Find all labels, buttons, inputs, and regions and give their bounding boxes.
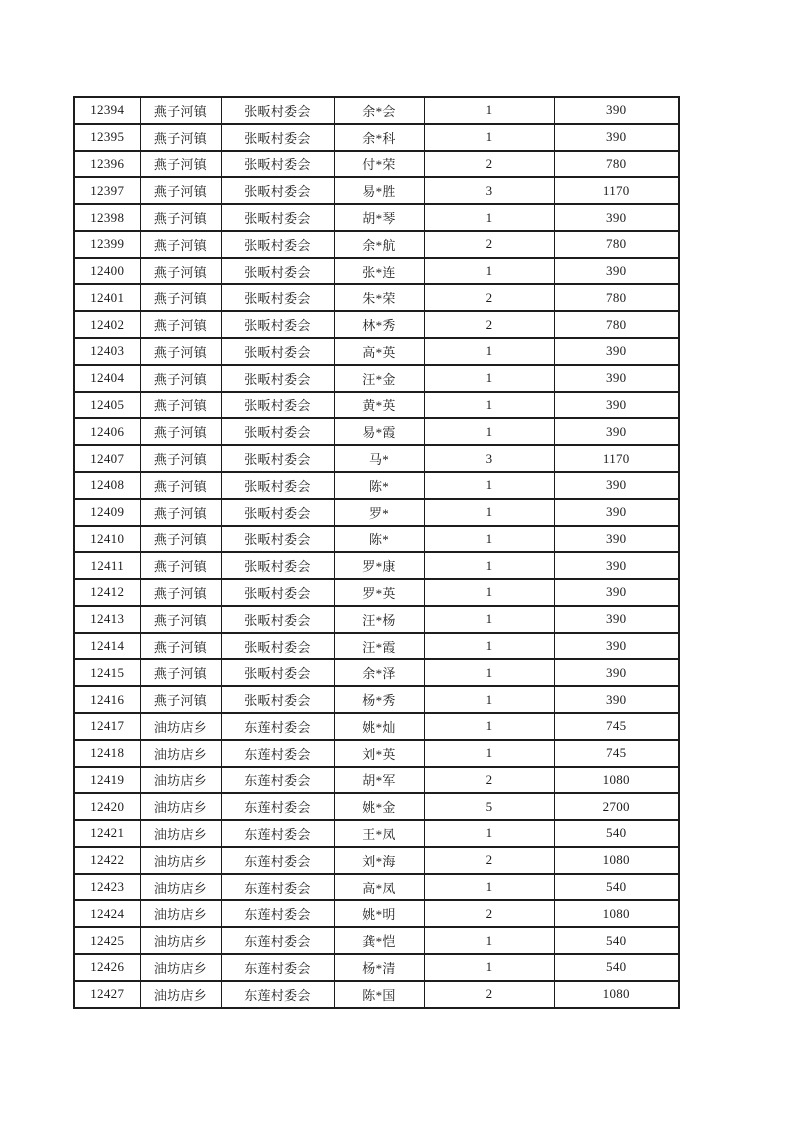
table-row	[74, 97, 679, 124]
cell-person-name: 付*荣	[334, 151, 424, 178]
cell-row-id: 12424	[74, 900, 140, 927]
cell-village-committee: 张畈村委会	[221, 499, 334, 526]
cell-count: 1	[424, 606, 554, 633]
cell-row-id: 12422	[74, 847, 140, 874]
cell-person-name: 余*航	[334, 231, 424, 258]
cell-amount: 390	[554, 579, 679, 606]
table-row	[74, 284, 679, 311]
cell-village-committee: 张畈村委会	[221, 633, 334, 660]
cell-person-name: 王*凤	[334, 820, 424, 847]
table-row	[74, 177, 679, 204]
cell-village-committee: 东莲村委会	[221, 820, 334, 847]
table-row	[74, 151, 679, 178]
cell-person-name: 黄*英	[334, 392, 424, 419]
table-row	[74, 526, 679, 553]
table-row	[74, 311, 679, 338]
cell-amount: 390	[554, 258, 679, 285]
cell-count: 2	[424, 311, 554, 338]
cell-row-id: 12425	[74, 927, 140, 954]
cell-amount: 780	[554, 284, 679, 311]
cell-town: 燕子河镇	[140, 686, 221, 713]
cell-person-name: 罗*	[334, 499, 424, 526]
cell-count: 1	[424, 258, 554, 285]
table-row	[74, 258, 679, 285]
cell-count: 1	[424, 392, 554, 419]
cell-amount: 540	[554, 874, 679, 901]
cell-count: 1	[424, 874, 554, 901]
table-row	[74, 686, 679, 713]
cell-amount: 540	[554, 927, 679, 954]
cell-row-id: 12405	[74, 392, 140, 419]
cell-town: 燕子河镇	[140, 633, 221, 660]
cell-row-id: 12423	[74, 874, 140, 901]
cell-village-committee: 东莲村委会	[221, 713, 334, 740]
cell-town: 燕子河镇	[140, 392, 221, 419]
cell-row-id: 12406	[74, 418, 140, 445]
cell-person-name: 罗*康	[334, 552, 424, 579]
cell-amount: 1080	[554, 981, 679, 1008]
cell-person-name: 余*泽	[334, 659, 424, 686]
cell-row-id: 12402	[74, 311, 140, 338]
cell-village-committee: 东莲村委会	[221, 767, 334, 794]
cell-count: 1	[424, 686, 554, 713]
cell-village-committee: 张畈村委会	[221, 338, 334, 365]
cell-town: 燕子河镇	[140, 659, 221, 686]
cell-person-name: 姚*明	[334, 900, 424, 927]
cell-amount: 540	[554, 820, 679, 847]
table-row	[74, 365, 679, 392]
cell-village-committee: 张畈村委会	[221, 231, 334, 258]
cell-amount: 390	[554, 204, 679, 231]
table-row	[74, 552, 679, 579]
cell-row-id: 12407	[74, 445, 140, 472]
cell-village-committee: 张畈村委会	[221, 177, 334, 204]
cell-row-id: 12394	[74, 97, 140, 124]
cell-village-committee: 张畈村委会	[221, 472, 334, 499]
cell-person-name: 陈*国	[334, 981, 424, 1008]
cell-person-name: 马*	[334, 445, 424, 472]
table-row	[74, 927, 679, 954]
cell-town: 燕子河镇	[140, 338, 221, 365]
cell-person-name: 杨*清	[334, 954, 424, 981]
cell-row-id: 12426	[74, 954, 140, 981]
subsidy-list-table	[73, 96, 680, 1009]
cell-village-committee: 张畈村委会	[221, 686, 334, 713]
cell-row-id: 12420	[74, 793, 140, 820]
table-row	[74, 981, 679, 1008]
cell-person-name: 刘*英	[334, 740, 424, 767]
cell-row-id: 12398	[74, 204, 140, 231]
cell-amount: 390	[554, 552, 679, 579]
cell-village-committee: 张畈村委会	[221, 392, 334, 419]
table-row	[74, 472, 679, 499]
cell-town: 燕子河镇	[140, 445, 221, 472]
cell-person-name: 罗*英	[334, 579, 424, 606]
cell-village-committee: 东莲村委会	[221, 954, 334, 981]
cell-count: 2	[424, 900, 554, 927]
cell-row-id: 12415	[74, 659, 140, 686]
cell-town: 燕子河镇	[140, 124, 221, 151]
cell-town: 燕子河镇	[140, 472, 221, 499]
table-row	[74, 418, 679, 445]
cell-town: 油坊店乡	[140, 847, 221, 874]
cell-person-name: 姚*金	[334, 793, 424, 820]
cell-town: 燕子河镇	[140, 418, 221, 445]
cell-village-committee: 张畈村委会	[221, 204, 334, 231]
table-row	[74, 740, 679, 767]
cell-amount: 1170	[554, 445, 679, 472]
cell-amount: 390	[554, 124, 679, 151]
cell-count: 1	[424, 365, 554, 392]
cell-person-name: 朱*荣	[334, 284, 424, 311]
cell-person-name: 刘*海	[334, 847, 424, 874]
cell-village-committee: 张畈村委会	[221, 151, 334, 178]
cell-amount: 1080	[554, 767, 679, 794]
cell-person-name: 陈*	[334, 526, 424, 553]
cell-town: 燕子河镇	[140, 579, 221, 606]
table-row	[74, 445, 679, 472]
cell-row-id: 12404	[74, 365, 140, 392]
cell-village-committee: 张畈村委会	[221, 418, 334, 445]
cell-amount: 390	[554, 472, 679, 499]
cell-amount: 390	[554, 97, 679, 124]
cell-count: 1	[424, 954, 554, 981]
cell-count: 1	[424, 740, 554, 767]
table-row	[74, 954, 679, 981]
cell-count: 5	[424, 793, 554, 820]
cell-person-name: 高*凤	[334, 874, 424, 901]
cell-row-id: 12401	[74, 284, 140, 311]
table-row	[74, 231, 679, 258]
cell-village-committee: 东莲村委会	[221, 847, 334, 874]
table-row	[74, 204, 679, 231]
cell-count: 1	[424, 713, 554, 740]
cell-row-id: 12417	[74, 713, 140, 740]
cell-village-committee: 东莲村委会	[221, 793, 334, 820]
table-row	[74, 579, 679, 606]
cell-amount: 780	[554, 231, 679, 258]
cell-count: 2	[424, 767, 554, 794]
cell-town: 油坊店乡	[140, 981, 221, 1008]
cell-town: 油坊店乡	[140, 954, 221, 981]
cell-row-id: 12408	[74, 472, 140, 499]
cell-village-committee: 张畈村委会	[221, 526, 334, 553]
cell-row-id: 12403	[74, 338, 140, 365]
cell-count: 1	[424, 633, 554, 660]
cell-amount: 390	[554, 499, 679, 526]
cell-village-committee: 东莲村委会	[221, 927, 334, 954]
cell-village-committee: 张畈村委会	[221, 579, 334, 606]
cell-amount: 540	[554, 954, 679, 981]
cell-town: 油坊店乡	[140, 740, 221, 767]
cell-town: 燕子河镇	[140, 311, 221, 338]
cell-town: 燕子河镇	[140, 204, 221, 231]
cell-count: 2	[424, 284, 554, 311]
cell-village-committee: 东莲村委会	[221, 740, 334, 767]
cell-town: 燕子河镇	[140, 606, 221, 633]
cell-person-name: 龚*恺	[334, 927, 424, 954]
cell-village-committee: 张畈村委会	[221, 659, 334, 686]
cell-row-id: 12427	[74, 981, 140, 1008]
cell-town: 燕子河镇	[140, 97, 221, 124]
cell-town: 燕子河镇	[140, 151, 221, 178]
cell-count: 1	[424, 418, 554, 445]
table-row	[74, 499, 679, 526]
cell-amount: 780	[554, 151, 679, 178]
table-row	[74, 820, 679, 847]
table-row	[74, 338, 679, 365]
cell-amount: 390	[554, 365, 679, 392]
cell-amount: 745	[554, 740, 679, 767]
cell-count: 1	[424, 526, 554, 553]
table-row	[74, 392, 679, 419]
cell-row-id: 12410	[74, 526, 140, 553]
cell-amount: 745	[554, 713, 679, 740]
cell-town: 油坊店乡	[140, 927, 221, 954]
cell-row-id: 12399	[74, 231, 140, 258]
cell-town: 油坊店乡	[140, 713, 221, 740]
table-row	[74, 713, 679, 740]
cell-count: 2	[424, 981, 554, 1008]
table-row	[74, 900, 679, 927]
cell-person-name: 胡*琴	[334, 204, 424, 231]
cell-village-committee: 张畈村委会	[221, 311, 334, 338]
cell-village-committee: 东莲村委会	[221, 874, 334, 901]
cell-person-name: 杨*秀	[334, 686, 424, 713]
cell-row-id: 12397	[74, 177, 140, 204]
cell-count: 1	[424, 124, 554, 151]
cell-town: 油坊店乡	[140, 820, 221, 847]
cell-row-id: 12400	[74, 258, 140, 285]
cell-person-name: 易*胜	[334, 177, 424, 204]
cell-row-id: 12421	[74, 820, 140, 847]
cell-count: 1	[424, 927, 554, 954]
table-row	[74, 606, 679, 633]
cell-amount: 390	[554, 686, 679, 713]
cell-row-id: 12419	[74, 767, 140, 794]
cell-town: 燕子河镇	[140, 258, 221, 285]
cell-person-name: 汪*杨	[334, 606, 424, 633]
cell-amount: 390	[554, 606, 679, 633]
table-body	[74, 97, 679, 1008]
cell-village-committee: 张畈村委会	[221, 97, 334, 124]
cell-count: 2	[424, 231, 554, 258]
table-row	[74, 847, 679, 874]
cell-amount: 390	[554, 418, 679, 445]
cell-amount: 1170	[554, 177, 679, 204]
cell-person-name: 高*英	[334, 338, 424, 365]
cell-row-id: 12395	[74, 124, 140, 151]
cell-person-name: 姚*灿	[334, 713, 424, 740]
cell-amount: 1080	[554, 847, 679, 874]
cell-person-name: 林*秀	[334, 311, 424, 338]
cell-amount: 2700	[554, 793, 679, 820]
cell-town: 油坊店乡	[140, 900, 221, 927]
cell-village-committee: 张畈村委会	[221, 552, 334, 579]
cell-row-id: 12413	[74, 606, 140, 633]
cell-count: 1	[424, 204, 554, 231]
cell-town: 油坊店乡	[140, 767, 221, 794]
cell-row-id: 12418	[74, 740, 140, 767]
cell-person-name: 张*连	[334, 258, 424, 285]
cell-amount: 780	[554, 311, 679, 338]
table-row	[74, 793, 679, 820]
cell-count: 1	[424, 338, 554, 365]
cell-amount: 390	[554, 659, 679, 686]
cell-person-name: 胡*军	[334, 767, 424, 794]
cell-count: 1	[424, 499, 554, 526]
cell-count: 1	[424, 552, 554, 579]
cell-village-committee: 张畈村委会	[221, 124, 334, 151]
cell-row-id: 12396	[74, 151, 140, 178]
cell-amount: 390	[554, 526, 679, 553]
cell-town: 燕子河镇	[140, 177, 221, 204]
cell-village-committee: 张畈村委会	[221, 365, 334, 392]
cell-village-committee: 张畈村委会	[221, 445, 334, 472]
cell-row-id: 12409	[74, 499, 140, 526]
cell-amount: 390	[554, 338, 679, 365]
cell-town: 燕子河镇	[140, 365, 221, 392]
cell-village-committee: 东莲村委会	[221, 981, 334, 1008]
table-row	[74, 659, 679, 686]
cell-row-id: 12416	[74, 686, 140, 713]
table-row	[74, 124, 679, 151]
cell-town: 燕子河镇	[140, 284, 221, 311]
cell-village-committee: 张畈村委会	[221, 284, 334, 311]
cell-person-name: 易*霞	[334, 418, 424, 445]
cell-row-id: 12411	[74, 552, 140, 579]
cell-town: 燕子河镇	[140, 499, 221, 526]
cell-village-committee: 张畈村委会	[221, 258, 334, 285]
cell-person-name: 汪*霞	[334, 633, 424, 660]
cell-count: 1	[424, 472, 554, 499]
cell-town: 燕子河镇	[140, 526, 221, 553]
cell-count: 1	[424, 97, 554, 124]
cell-count: 3	[424, 177, 554, 204]
cell-person-name: 陈*	[334, 472, 424, 499]
cell-count: 2	[424, 847, 554, 874]
cell-town: 油坊店乡	[140, 793, 221, 820]
cell-count: 3	[424, 445, 554, 472]
cell-row-id: 12414	[74, 633, 140, 660]
cell-town: 燕子河镇	[140, 231, 221, 258]
cell-amount: 1080	[554, 900, 679, 927]
cell-person-name: 汪*金	[334, 365, 424, 392]
cell-town: 油坊店乡	[140, 874, 221, 901]
cell-count: 2	[424, 151, 554, 178]
cell-village-committee: 张畈村委会	[221, 606, 334, 633]
cell-village-committee: 东莲村委会	[221, 900, 334, 927]
cell-town: 燕子河镇	[140, 552, 221, 579]
cell-row-id: 12412	[74, 579, 140, 606]
table-row	[74, 767, 679, 794]
cell-count: 1	[424, 820, 554, 847]
cell-count: 1	[424, 659, 554, 686]
cell-person-name: 余*会	[334, 97, 424, 124]
cell-amount: 390	[554, 633, 679, 660]
cell-count: 1	[424, 579, 554, 606]
cell-amount: 390	[554, 392, 679, 419]
table-row	[74, 874, 679, 901]
cell-person-name: 余*科	[334, 124, 424, 151]
table-row	[74, 633, 679, 660]
